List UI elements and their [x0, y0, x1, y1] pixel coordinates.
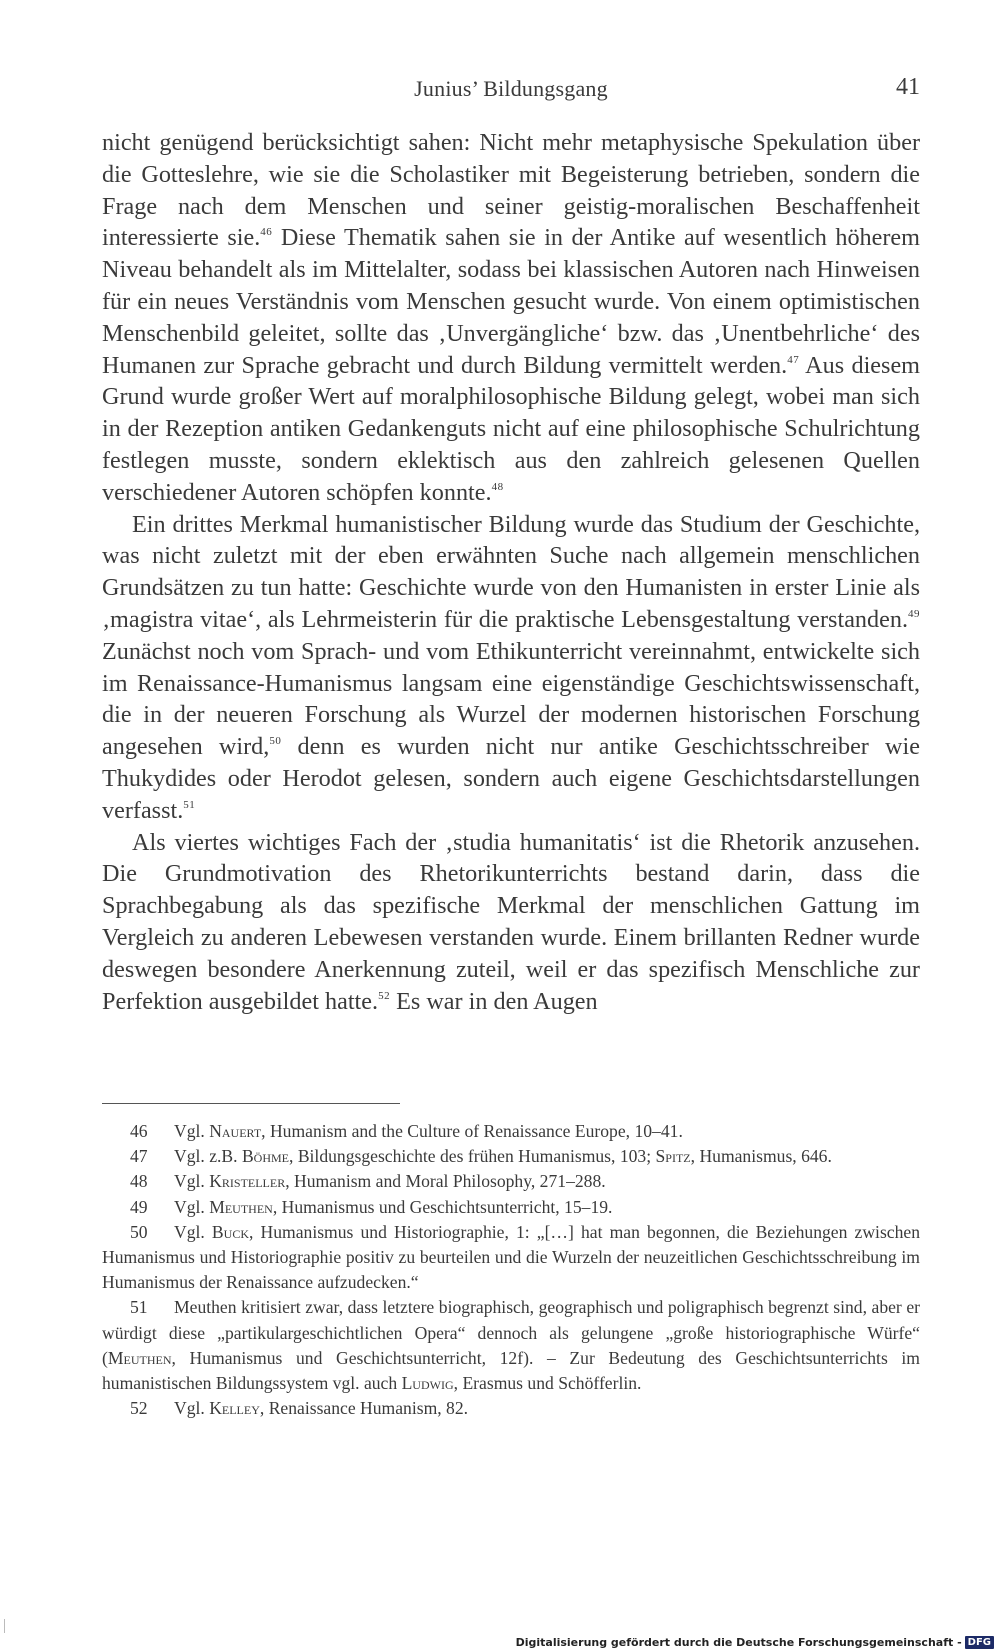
- page-number: 41: [896, 74, 920, 100]
- footnote-text: , Humanismus, 646.: [690, 1146, 832, 1167]
- footnote-text: , Humanismus und Geschichtsunterricht, 15–19.: [272, 1196, 613, 1217]
- footnote-46: [102, 1119, 920, 1144]
- footnote-author: Meuthen: [107, 1347, 172, 1368]
- footnote-text: Vgl.: [174, 1398, 210, 1419]
- footnote-number: 50: [130, 1221, 148, 1242]
- footnote-47: [102, 1144, 920, 1169]
- paragraph-3-text-a: Als viertes wichtiges Fach der ‚studia humanitatis‘ ist die Rhetorik anzusehen. Die Grundmotivation des Rhetorikunterrichts bestand darin, dass die Sprachbegabung als das spezifische Merkmal der menschlichen Gattung im Vergleich zu anderen Lebewesen verstanden wurde. Einem brillanten Redner wurde deswegen besondere Anerkennung zuteil, weil er das spezifisch Menschliche zur Perfektion ausgebildet hatte.: [102, 828, 920, 1015]
- main-body-text: [102, 127, 920, 1017]
- dfg-logo-icon: DFG: [965, 1636, 994, 1649]
- footnote-text: Vgl.: [174, 1196, 210, 1217]
- footnote-author: Buck: [211, 1221, 249, 1242]
- running-header: [102, 74, 920, 104]
- footnote-text: , Renaissance Humanism, 82.: [259, 1398, 469, 1419]
- footnote-48: [102, 1169, 920, 1194]
- footnote-text: , Humanism and the Culture of Renaissance Europe, 10–41.: [261, 1121, 683, 1141]
- paragraph-1-text-c: Aus diesem Grund wurde großer Wert auf moralphilosophische Bildung gelegt, wobei man sich in der Rezeption antiken Gedankenguts nicht auf eine philosophische Schulrichtung festlegen musste, sondern eklektisch aus den zahlreich gelesenen Quellen verschiedener Autoren schöpfen konnte.: [102, 351, 920, 506]
- footnote-50: [102, 1220, 920, 1296]
- paragraph-1-text-a: nicht genügend berücksichtigt sahen: Nicht mehr metaphysische Spekulation über die Gotteslehre, wie sie die Scholastiker mit Begeisterung betrieben, sondern die Frage nach dem Menschen und seiner geistig-moralischen Beschaffenheit interessierte sie.: [102, 129, 920, 252]
- footnote-text: , Bildungsgeschichte des frühen Humanismus, 103;: [289, 1146, 656, 1167]
- footnote-ref-47: 47: [787, 353, 800, 366]
- footnote-divider: [102, 1103, 400, 1104]
- footnote-51: [102, 1295, 920, 1396]
- credit-text: Digitalisierung gefördert durch die Deutsche Forschungsgemeinschaft -: [515, 1636, 962, 1649]
- footnote-author: Ludwig: [401, 1373, 454, 1394]
- paragraph-3: [102, 827, 920, 1018]
- paragraph-1-text-b: Diese Thematik sahen sie in der Antike auf wesentlich höherem Niveau behandelt als im Mittelalter, sodass bei klassischen Autoren nach Hinweisen für ein neues Verständnis vom Menschen gesucht wurde. Von einem optimistischen Menschenbild geleitet, sollte das ‚Unvergängliche‘ bzw. das ‚Unentbehrliche‘ des Humanen zur Sprache gebracht und durch Bildung vermittelt werden.: [102, 224, 920, 379]
- footnote-text: Vgl.: [174, 1221, 212, 1242]
- paragraph-2-text-a: Ein drittes Merkmal humanistischer Bildung wurde das Studium der Geschichte, was nicht zuletzt mit der eben erwähnten Suche nach allgemein menschlichen Grundsätzen zu tun hatte: Geschichte wurde von den Humanisten in erster Linie als ‚magistra vitae‘, als Lehrmeisterin für die praktische Lebensgestaltung verstanden.: [102, 510, 920, 633]
- footnote-number: 49: [130, 1196, 148, 1217]
- footnote-text: , Humanismus und Historiographie, 1: „[…] hat man begonnen, die Beziehungen zwischen Humanismus und Historiographie positiv zu beurteilen und die Wurzeln der neuzeitlichen Geschichtsschreibung im Humanismus der Renaissance aufzudecken.“: [102, 1221, 921, 1293]
- footnote-author: Kristeller: [209, 1171, 286, 1192]
- footnotes-section: [102, 1119, 920, 1421]
- footnote-text: Vgl.: [174, 1121, 210, 1141]
- scan-edge-mark: [4, 1619, 5, 1633]
- footnote-ref-52: 52: [378, 989, 391, 1002]
- footnote-text: Vgl. z.B.: [174, 1146, 242, 1167]
- footnote-author: Kelley: [209, 1398, 260, 1419]
- footnote-ref-51: 51: [183, 798, 196, 811]
- footnote-text: Vgl.: [174, 1171, 210, 1192]
- footnote-text: , Humanismus und Geschichtsunterricht, 12f). – Zur Bedeutung des Geschichtsunterrichts im humanistischen Bildungssystem vgl. auch: [102, 1347, 920, 1394]
- footnote-text: , Humanism and Moral Philosophy, 271–288.: [285, 1171, 606, 1192]
- footnote-text: , Erasmus und Schöfferlin.: [453, 1373, 642, 1394]
- footnote-text: Meuthen kritisiert zwar, dass letztere biographisch, geographisch und poligraphisch begrenzt sind, aber er würdigt diese „partikulargeschichtlichen Opera“ dennoch als gelungene „große historiographische Würfe“ (: [102, 1297, 920, 1368]
- paragraph-2: [102, 509, 920, 827]
- footnote-author: Spitz: [655, 1146, 691, 1167]
- footnote-ref-49: 49: [908, 607, 920, 620]
- footnote-number: 46: [130, 1121, 148, 1141]
- paragraph-1: [102, 127, 920, 509]
- running-head-title: Junius’ Bildungsgang: [414, 76, 608, 101]
- footnote-number: 52: [130, 1398, 148, 1419]
- footnote-author: Nauert: [209, 1121, 262, 1141]
- digitization-credit: [516, 1636, 994, 1649]
- paragraph-3-text-b: Es war in den Augen: [390, 987, 598, 1015]
- paragraph-2-text-c: denn es wurden nicht nur antike Geschichtsschreiber wie Thukydides oder Herodot gelesen, sondern auch eigene Geschichtsdarstellungen verfasst.: [102, 733, 920, 824]
- footnote-author: Böhme: [241, 1146, 290, 1167]
- footnote-ref-48: 48: [491, 480, 504, 493]
- footnote-ref-50: 50: [269, 735, 282, 748]
- footnote-49: [102, 1195, 920, 1220]
- footnote-number: 48: [130, 1171, 148, 1192]
- footnote-ref-46: 46: [260, 226, 273, 239]
- footnote-number: 51: [130, 1297, 148, 1318]
- footnote-author: Meuthen: [209, 1196, 273, 1217]
- footnote-52: [102, 1396, 920, 1421]
- footnote-number: 47: [130, 1146, 148, 1167]
- paragraph-2-text-b: Zunächst noch vom Sprach- und vom Ethikunterricht vereinnahmt, entwickelte sich im Renaissance-Humanismus langsam eine eigenständige Geschichtswissenschaft, die in der neueren Forschung als Wurzel der modernen historischen Forschung angesehen wird,: [102, 637, 920, 761]
